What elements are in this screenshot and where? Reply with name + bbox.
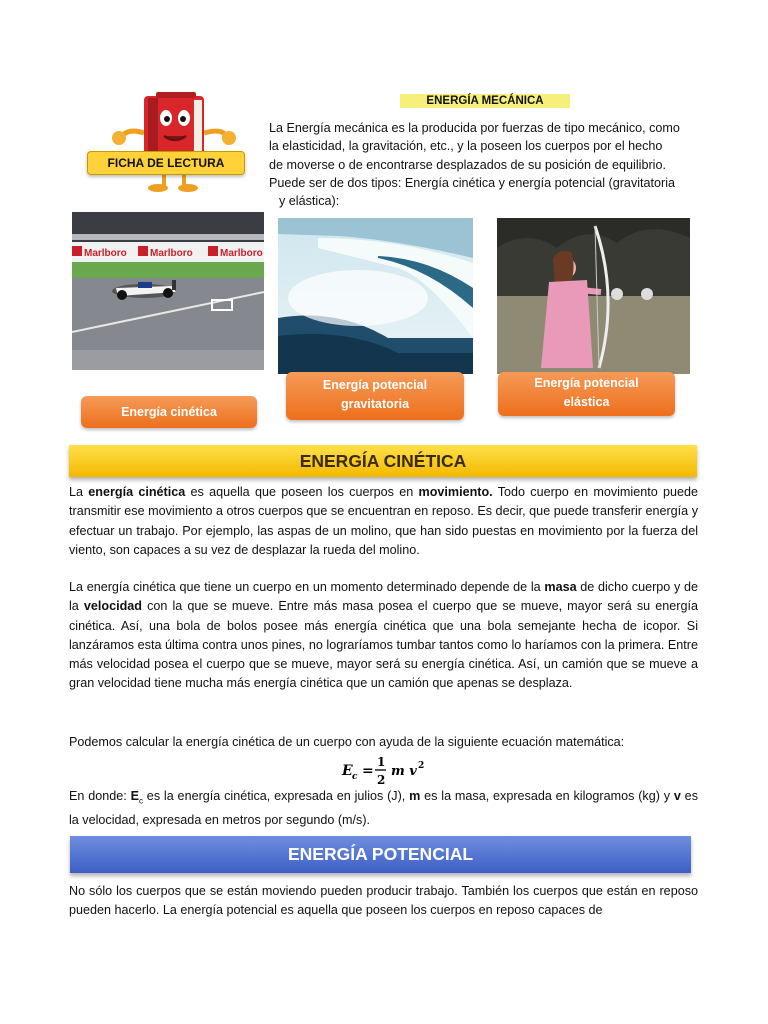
bold-term: velocidad [83, 599, 142, 614]
formula-lhs: E [342, 763, 353, 779]
formula-denominator: 2 [377, 773, 386, 787]
race-car-photo [72, 212, 264, 370]
bold-term: v [673, 789, 681, 803]
sponsor-banner-text: Marlboro [150, 248, 193, 259]
intro-line: y elástica): [279, 194, 340, 209]
text-run: es la energía cinética, expresada en julios (J), [142, 789, 410, 803]
subscript: c [138, 796, 143, 806]
text-run: de dicho cuerpo y de la [69, 580, 699, 614]
bold-term: movimiento. [418, 485, 493, 499]
bold-term: energía cinética [88, 485, 186, 499]
label-line: elástica [563, 395, 610, 409]
intro-line: de moverse o de encontrarse desplazados de su posición de equilibrio. [269, 157, 666, 172]
page-title: ENERGÍA MECÁNICA [400, 94, 570, 108]
intro-line: Puede ser de dos tipos: Energía cinética y energía potencial (gravitatoria [269, 175, 676, 190]
waterfall-photo [278, 218, 473, 374]
bold-term: m [409, 789, 421, 803]
paragraph-potencial: No sólo los cuerpos que se están moviendo pueden producir trabajo. También los cuerpos que están en reposo pueden hacerlo. La energía potencial es aquella que poseen los cuerpos en reposo capaces de [69, 884, 698, 918]
label-energia-potencial-elastica [498, 372, 675, 416]
bold-term: masa [544, 580, 577, 594]
kinetic-energy-formula [340, 753, 430, 789]
text-run: es la velocidad, expresada en metros por segundo (m/s). [69, 789, 698, 827]
text-run: La energía cinética que tiene un cuerpo en un momento determinado depende de la [69, 580, 545, 594]
book-mascot-icon [104, 88, 254, 196]
sponsor-banner-text: Marlboro [220, 248, 263, 259]
text-run: Todo cuerpo en movimiento puede transmitir ese movimiento a otros cuerpos que se encuentran en reposo. Es decir, que puede transferir energía y efectuar un trabajo. Por ejemplo, las aspas de un molino, que han sido puestas en movimiento por la fuerza del viento, son capaces a su vez de desplazar la rueda del molino. [69, 485, 698, 557]
formula-equals: = [362, 763, 374, 779]
text-run: con la que se mueve. Entre más masa posea el cuerpo que se mueve, mayor será su energía cinética. Así, una bola de bolos posee más energía cinética que una bola semejante hecha de icopor. Si lanzáramos esta última contra unos pines, no lograríamos tumbar tantos como lo haríamos con la primera. Entre más velocidad posea el cuerpo que se mueve, mayor será su energía cinética. Así, un camión que se mueve a gran velocidad tiene mucha más energía cinética que un camión que apenas se desplaza. [69, 599, 698, 691]
section-heading-potencial: ENERGÍA POTENCIAL [70, 836, 691, 873]
paragraph-cinetica-definition [69, 483, 698, 560]
label-line: Energía potencial [534, 376, 639, 390]
text-run: La [69, 485, 89, 499]
formula-rhs-superscript: 2 [418, 761, 425, 771]
label-energia-potencial-gravitatoria [286, 372, 464, 420]
intro-line: la elasticidad, la gravitación, etc., y la poseen los cuerpos por el hecho [269, 139, 663, 154]
paragraph-cinetica-masa-velocidad [69, 578, 698, 694]
section-heading-cinetica: ENERGÍA CINÉTICA [69, 445, 697, 477]
formula-rhs: m v [391, 764, 417, 779]
label-energia-cinetica: Energía cinética [81, 396, 257, 428]
text-run: es la masa, expresada en kilogramos (kg) y [420, 789, 674, 803]
bold-term: E [130, 789, 139, 803]
paragraph-formula-explanation [69, 787, 698, 830]
paragraph-formula-intro: Podemos calcular la energía cinética de un cuerpo con ayuda de la siguiente ecuación matemática: [69, 735, 625, 749]
text-run: En donde: [69, 789, 131, 803]
text-run: es aquella que poseen los cuerpos en [185, 485, 419, 499]
archer-photo [497, 218, 690, 374]
sponsor-banner-text: Marlboro [84, 248, 127, 259]
ficha-de-lectura-label: FICHA DE LECTURA [87, 151, 245, 175]
label-line: Energía potencial [322, 378, 428, 392]
intro-paragraph [269, 119, 699, 210]
label-line: gravitatoria [340, 397, 410, 411]
formula-numerator: 1 [377, 755, 386, 769]
formula-lhs-subscript: c [352, 772, 358, 782]
intro-line: La Energía mecánica es la producida por fuerzas de tipo mecánico, como [269, 121, 680, 135]
